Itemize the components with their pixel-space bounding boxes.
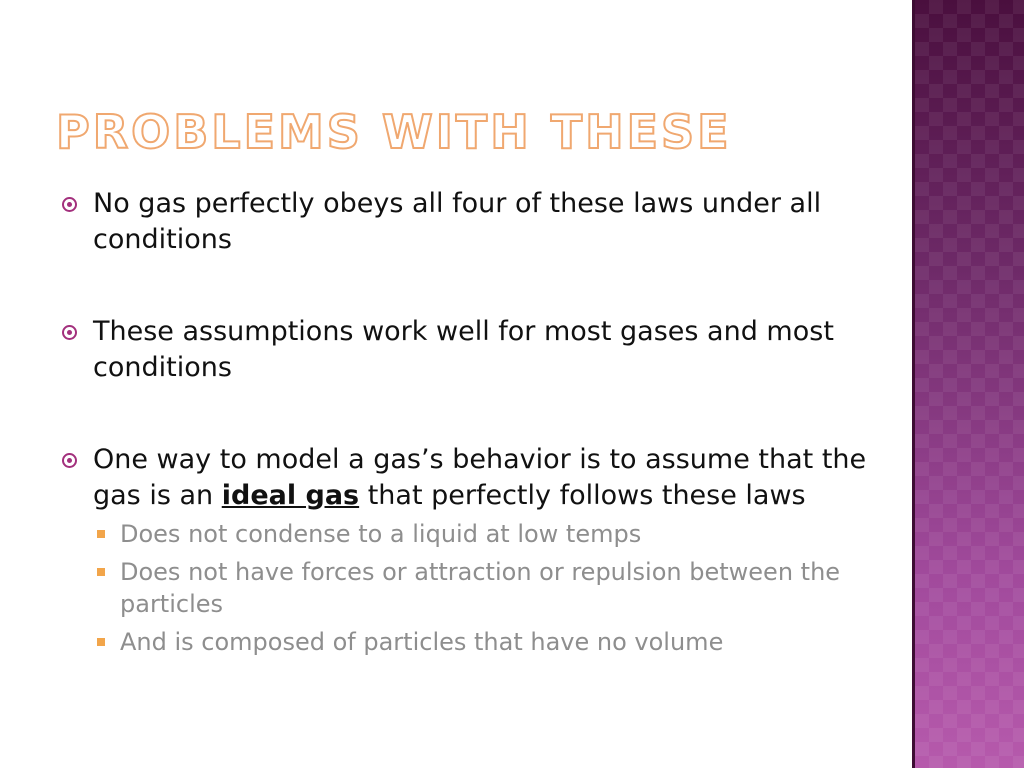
sub-bullet-item: [93, 556, 880, 620]
sub-bullet-list: [60, 518, 880, 658]
square-icon: [97, 638, 105, 646]
decorative-side-panel: [912, 0, 1024, 768]
sub-bullet-text: Does not condense to a liquid at low temps: [120, 520, 642, 548]
slide-title: PROBLEMS WITH THESE: [56, 105, 732, 159]
square-icon: [97, 568, 105, 576]
sub-bullet-item: [93, 626, 880, 658]
bullet-text-end: that perfectly follows these laws: [359, 480, 806, 511]
bullet-text-start: One way to model a gas’s behavior is to assume that the gas is an: [93, 444, 867, 511]
key-term: ideal gas: [221, 480, 360, 511]
bullet-item: [60, 314, 880, 386]
slide-content: [60, 186, 880, 664]
sub-bullet-text: And is composed of particles that have no volume: [120, 628, 724, 656]
circle-dot-icon: [62, 197, 77, 212]
bullet-text: These assumptions work well for most gases and most conditions: [93, 316, 834, 383]
sub-bullet-text: Does not have forces or attraction or repulsion between the particles: [120, 558, 841, 618]
circle-dot-icon: [62, 453, 77, 468]
sub-bullet-item: [93, 518, 880, 550]
circle-dot-icon: [62, 325, 77, 340]
bullet-text: No gas perfectly obeys all four of these laws under all conditions: [93, 188, 822, 255]
bullet-item: [60, 186, 880, 258]
square-icon: [97, 530, 105, 538]
bullet-item: [60, 442, 880, 514]
